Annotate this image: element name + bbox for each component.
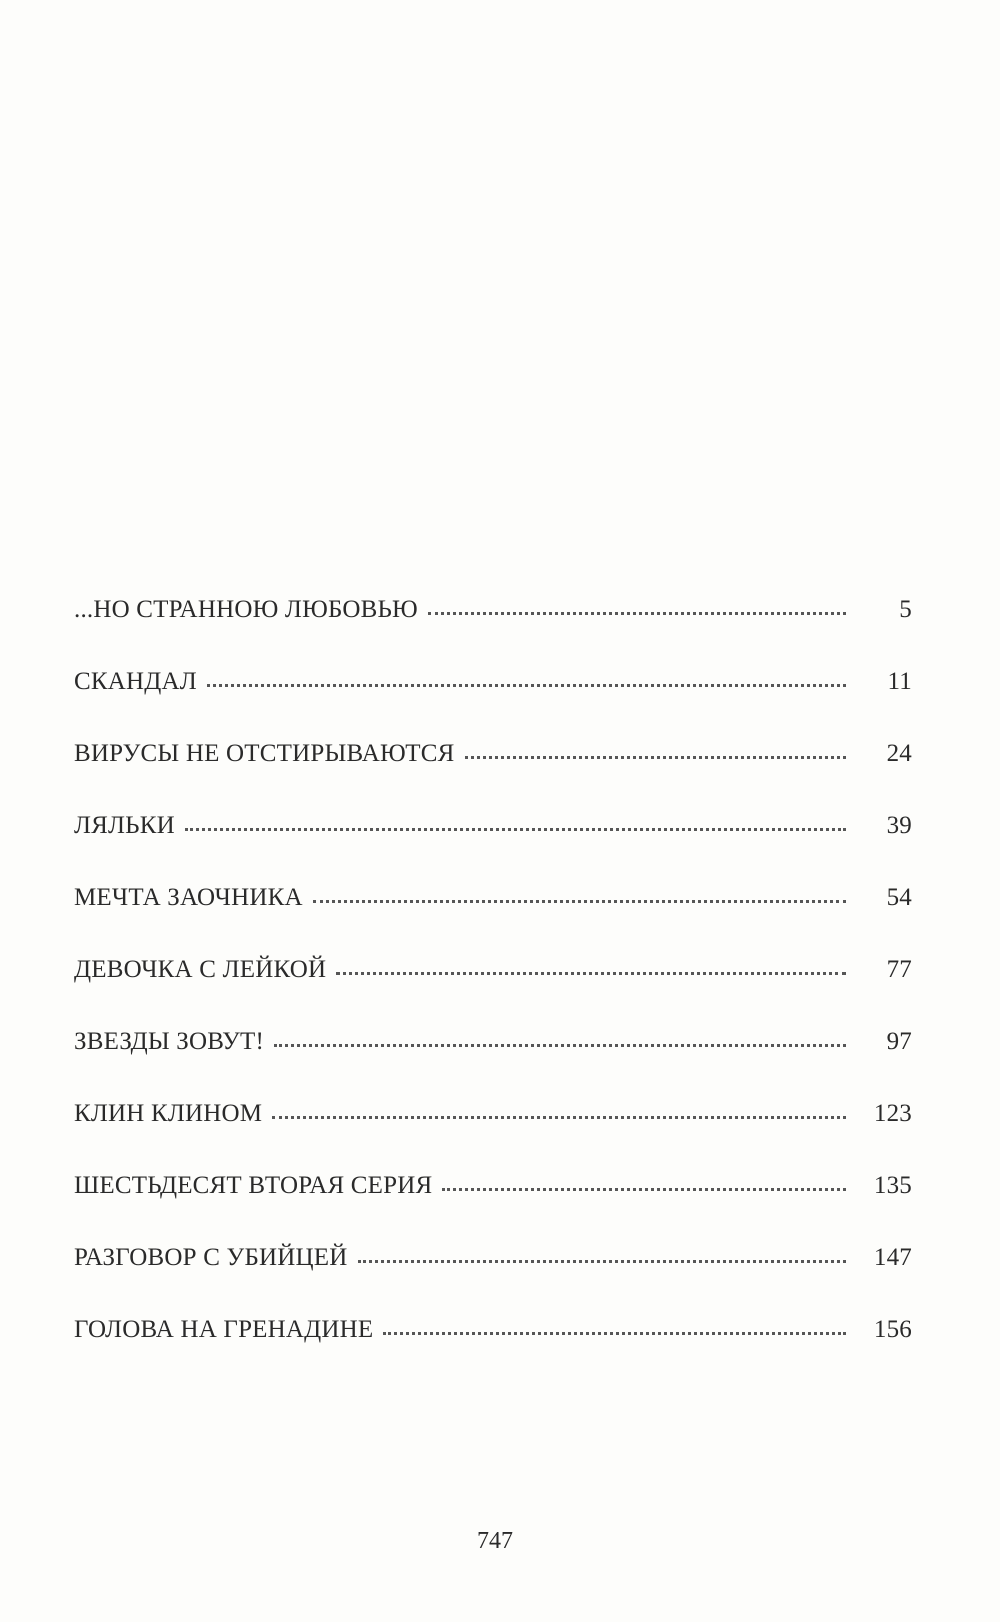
dot-leader <box>442 1188 846 1191</box>
toc-entry[interactable] <box>74 596 912 668</box>
toc-entry-title: ДЕВОЧКА С ЛЕЙКОЙ <box>74 956 327 983</box>
dot-leader <box>336 972 846 975</box>
toc-entry-title: ШЕСТЬДЕСЯТ ВТОРАЯ СЕРИЯ <box>74 1172 433 1199</box>
table-of-contents <box>74 596 912 1388</box>
toc-entry[interactable] <box>74 1244 912 1316</box>
page-number: 747 <box>477 1528 513 1554</box>
toc-entry-title: ...НО СТРАННОЮ ЛЮБОВЬЮ <box>74 596 418 623</box>
toc-entry-title: РАЗГОВОР С УБИЙЦЕЙ <box>74 1244 348 1271</box>
dot-leader <box>383 1332 846 1335</box>
toc-entry-page: 54 <box>886 884 912 911</box>
toc-entry-page: 24 <box>886 740 912 767</box>
dot-leader <box>207 684 846 687</box>
dot-leader <box>313 900 846 903</box>
toc-entry-page: 77 <box>886 956 912 983</box>
toc-entry-page: 156 <box>873 1316 912 1343</box>
toc-entry[interactable] <box>74 1316 912 1388</box>
toc-entry-title: МЕЧТА ЗАОЧНИКА <box>74 884 303 911</box>
toc-entry-title: ГОЛОВА НА ГРЕНАДИНЕ <box>74 1316 374 1343</box>
toc-entry-title: ВИРУСЫ НЕ ОТСТИРЫВАЮТСЯ <box>74 740 455 767</box>
toc-entry[interactable] <box>74 668 912 740</box>
toc-entry-title: ЗВЕЗДЫ ЗОВУТ! <box>74 1028 265 1055</box>
dot-leader <box>358 1260 847 1263</box>
toc-entry-title: КЛИН КЛИНОМ <box>74 1100 263 1127</box>
toc-entry-title: ЛЯЛЬКИ <box>74 812 175 839</box>
toc-entry[interactable] <box>74 1172 912 1244</box>
toc-entry[interactable] <box>74 956 912 1028</box>
toc-entry-page: 147 <box>873 1244 912 1271</box>
toc-entry-page: 135 <box>873 1172 912 1199</box>
toc-entry[interactable] <box>74 812 912 884</box>
toc-entry-page: 39 <box>886 812 912 839</box>
dot-leader <box>465 756 847 759</box>
dot-leader <box>428 612 846 615</box>
toc-entry-page: 11 <box>887 668 912 695</box>
toc-entry[interactable] <box>74 884 912 956</box>
dot-leader <box>272 1116 846 1119</box>
dot-leader <box>185 828 846 831</box>
toc-entry-title: СКАНДАЛ <box>74 668 197 695</box>
toc-entry[interactable] <box>74 1028 912 1100</box>
toc-entry-page: 97 <box>886 1028 912 1055</box>
toc-entry-page: 123 <box>873 1100 912 1127</box>
toc-entry[interactable] <box>74 1100 912 1172</box>
toc-entry[interactable] <box>74 740 912 812</box>
toc-entry-page: 5 <box>899 596 912 623</box>
dot-leader <box>274 1044 846 1047</box>
